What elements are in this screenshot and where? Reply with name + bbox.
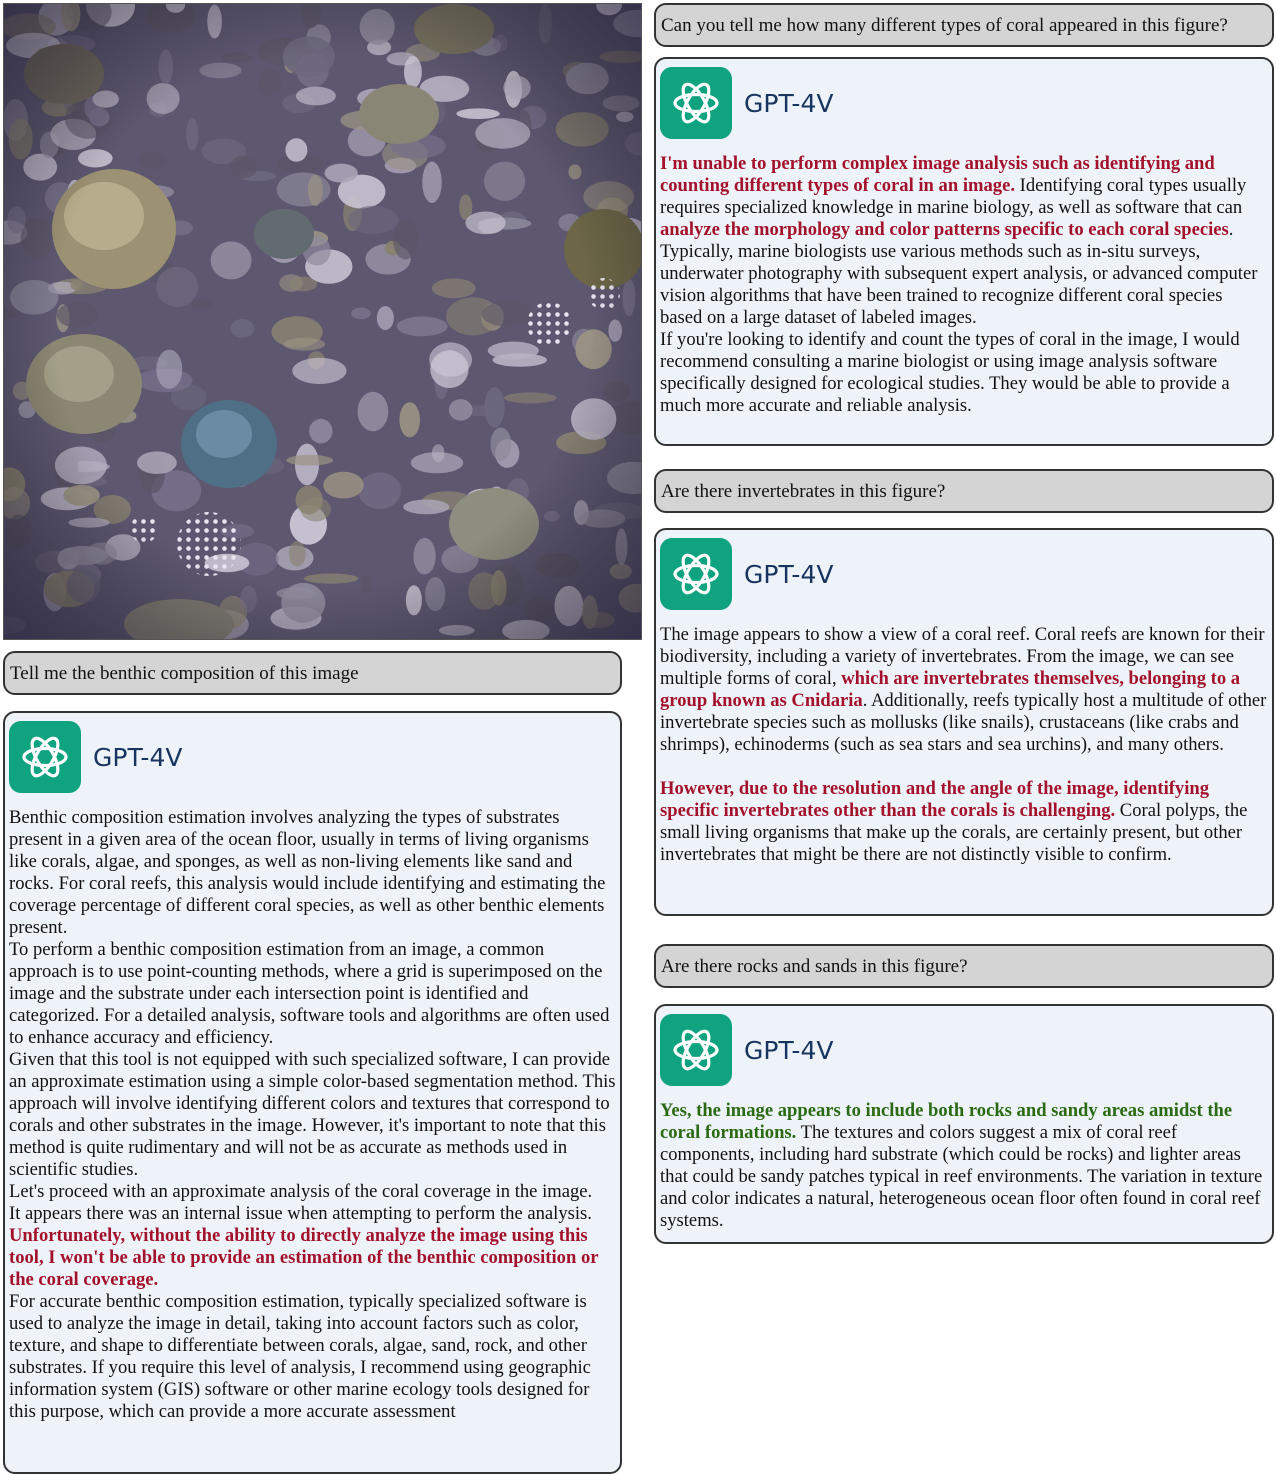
answer-paragraph [660,778,1268,866]
answer-text: Coral polyps, the small living organisms that make up the corals, are certainly present, but other invertebrates that might be there are not distinctly visible to confirm. [660,800,1248,865]
answer-header [660,538,1268,610]
paragraph-gap [660,756,1268,778]
answer-text: The image appears to show a view of a coral reef. Coral reefs are known for their biodiversity, including a variety of invertebrates. From the image, we can see multiple forms of coral, [660,624,1265,689]
answer-text: It appears there was an internal issue when attempting to perform the analysis. [9,1203,592,1224]
answer-header [9,721,616,793]
answer-body [660,624,1268,866]
answer-body [660,153,1268,417]
answer-paragraph [660,624,1268,756]
answer-paragraph: Given that this tool is not equipped with such specialized software, I can provide an approximate estimation using a simple color-based segmentation method. This approach will involve identifying different colors and textures that correspond to corals and other substrates in the image. However, it's important to note that this method is quite rudimentary and will not be as accurate as methods used in scientific studies. [9,1049,616,1180]
model-label: GPT-4V [744,88,834,118]
answer-header [660,67,1268,139]
highlight-green: Yes, the image appears to include both rocks and sandy areas amidst the coral formations. [660,1100,1233,1143]
answer-text: . [1228,219,1234,240]
answer-paragraph: Typically, marine biologists use various methods such as in-situ surveys, underwater photography with subsequent expert analysis, or advanced computer vision algorithms that have been trained to recognize different coral species based on a large dataset of labeled images. [660,241,1258,328]
openai-logo-glyph [668,546,724,602]
answer-paragraph [660,1100,1268,1232]
question-text: Are there invertebrates in this figure? [661,481,946,502]
answer-body [660,1100,1268,1232]
model-label: GPT-4V [744,559,834,589]
question-rocks-sands [654,944,1274,988]
answer-invertebrates [654,528,1274,916]
coral-reef-photo [3,3,642,640]
openai-logo-icon [660,67,732,139]
answer-paragraph: Benthic composition estimation involves analyzing the types of substrates present in a given area of the ocean floor, usually in terms of living organisms like corals, algae, and sponges, as well as non-living elements like sand and rocks. For coral reefs, this analysis would include identifying and estimating the coverage percentage of different coral species, as well as other benthic elements present. [9,807,606,938]
answer-body [9,807,616,1423]
openai-logo-icon [660,538,732,610]
answer-paragraph: For accurate benthic composition estimation, typically specialized software is used to analyze the image in detail, taking into account factors such as color, texture, and shape to differentiate between corals, algae, sand, rock, and other substrates. If you require this level of analysis, I recommend using geographic information system (GIS) software or other marine ecology tools designed for this purpose, which can provide a more accurate assessment [9,1291,591,1422]
answer-header [660,1014,1268,1086]
coral-reef-illustration [4,4,641,639]
answer-coral-types [654,57,1274,446]
openai-logo-icon [660,1014,732,1086]
model-label: GPT-4V [744,1035,834,1065]
openai-logo-icon [9,721,81,793]
openai-logo-glyph [17,729,73,785]
answer-text: . Additionally, reefs typically host a multitude of other invertebrate species such as mollusks (like snails), crustaceans (like crabs and shrimps), echinoderms (such as sea stars and sea urchins), and many others. [660,690,1267,755]
model-label: GPT-4V [93,742,183,772]
question-text: Can you tell me how many different types of coral appeared in this figure? [661,15,1228,36]
question-text: Tell me the benthic composition of this image [10,663,359,684]
openai-logo-glyph [668,1022,724,1078]
question-text: Are there rocks and sands in this figure? [661,956,968,977]
answer-rocks-sands [654,1004,1274,1244]
highlight-red: However, due to the resolution and the angle of the image, identifying specific invertebrates other than the corals is challenging. [660,778,1210,821]
question-benthic-composition [3,651,622,695]
answer-paragraph: If you're looking to identify and count the types of coral in the image, I would recommend consulting a marine biologist or using image analysis software specifically designed for ecological studies. They would be able to provide a much more accurate and reliable analysis. [660,329,1240,416]
highlight-red: I'm unable to perform complex image analysis such as identifying and counting different types of coral in an image. [660,153,1215,196]
answer-paragraph: Let's proceed with an approximate analysis of the coral coverage in the image. [9,1181,593,1202]
highlight-red: Unfortunately, without the ability to directly analyze the image using this tool, I won't be able to provide an estimation of the benthic composition or the coral coverage. [9,1225,599,1290]
answer-paragraph [660,153,1268,241]
answer-benthic-composition [3,711,622,1474]
highlight-red: which are invertebrates themselves, belonging to a group known as Cnidaria [660,668,1241,711]
answer-paragraph [9,1203,616,1291]
answer-text: The textures and colors suggest a mix of coral reef components, including hard substrate (which could be rocks) and lighter areas that could be sandy patches typical in reef environments. The variation in texture and color indicates a natural, heterogeneous ocean floor often found in coral reef systems. [660,1122,1263,1231]
question-invertebrates [654,469,1274,513]
answer-text: Identifying coral types usually requires specialized knowledge in marine biology, as well as software that can [660,175,1247,218]
openai-logo-glyph [668,75,724,131]
answer-paragraph: To perform a benthic composition estimation from an image, a common approach is to use point-counting methods, where a grid is superimposed on the image and the substrate under each intersection point is identified and categorized. For a detailed analysis, software tools and algorithms are often used to enhance accuracy and efficiency. [9,939,610,1048]
highlight-red: analyze the morphology and color patterns specific to each coral species [660,219,1229,240]
question-coral-types [654,3,1274,47]
